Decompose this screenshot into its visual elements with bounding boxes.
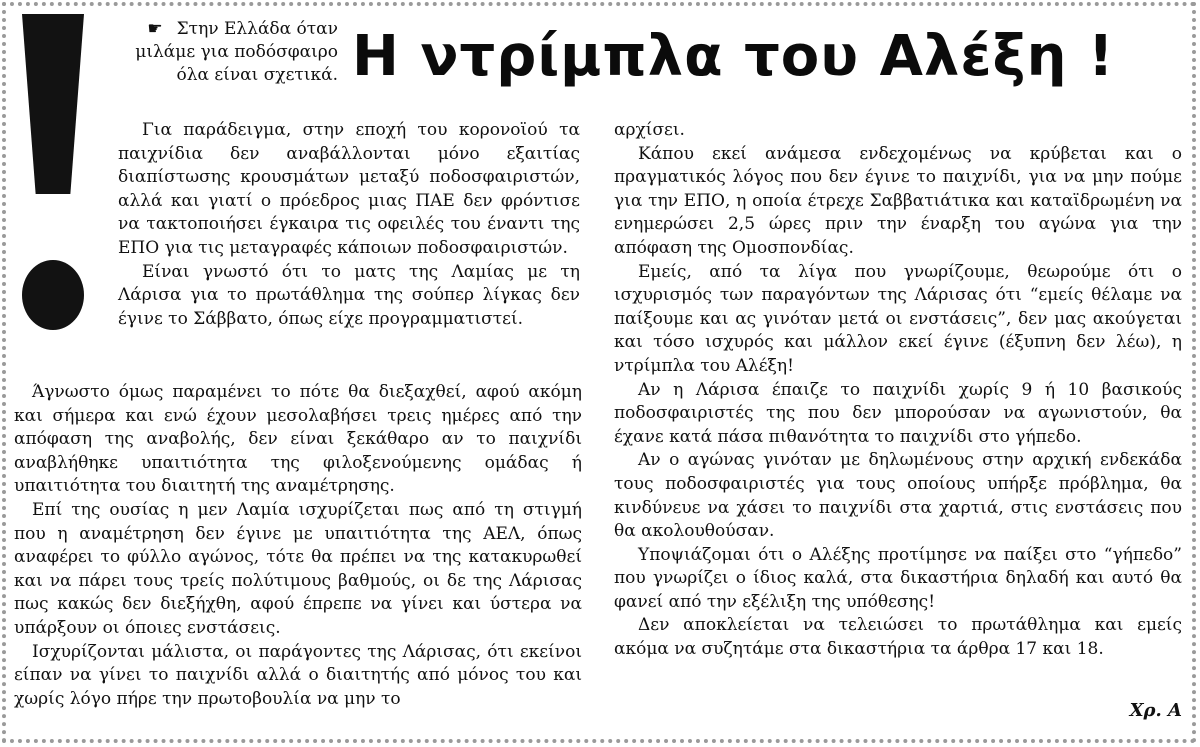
pointing-hand-icon: ☛ — [147, 19, 163, 39]
right-column — [614, 119, 1182, 662]
paragraph: Ισχυρίζονται μάλιστα, οι παράγοντες της Λάρισας, ότι εκείνοι είπαν να γίνει το παιχνίδι αλλά ο διαιτητής από μόνος του και χωρίς λόγο πήρε την πρωτοβουλία να μην το — [14, 641, 582, 709]
paragraph: Άγνωστο όμως παραμένει το πότε θα διεξαχθεί, αφού ακόμη και σήμερα και ενώ έχουν μεσολαβήσει τρεις ημέρες από την απόφαση της αναβολής, δεν είναι ξεκάθαρο αν το παιχνίδι αναβλήθηκε υπαιτιότητα της φιλοξενούμενης ομάδας ή υπαιτιότητα του διαιτητή της αναμέτρησης. — [14, 382, 582, 497]
author-signature: Χρ. Α — [1129, 700, 1182, 721]
paragraph: Αν ο αγώνας γινόταν με δηλωμένους στην αρχική ενδεκάδα τους ποδοσφαιριστές για τους οποίους υπήρξε πρόβλημα, θα κινδύνευε να χάσει το παιχνίδι στα χαρτιά, στις ενστάσεις που θα ακολουθούσαν. — [614, 450, 1182, 542]
exclamation-mark-dot — [22, 260, 84, 330]
paragraph: Επί της ουσίας η μεν Λαμία ισχυρίζεται πως από τη στιγμή που η αναμέτρηση δεν έγινε με υπαιτιότητα της ΑΕΛ, όπως αναφέρει το φύλλο αγώνος, τότε θα πρέπει να της κατακυρωθεί και να πάρει τους τρείς πολύτιμους βαθμούς, οι δε της Λάρισας πως κακώς δεν διεξήχθη, αφού έπρεπε να γίνει και ύστερα να υπάρξουν οι όποιες ενστάσεις. — [14, 499, 582, 638]
left-column-top — [118, 119, 580, 331]
paragraph: Δεν αποκλείεται να τελειώσει το πρωτάθλημα και εμείς ακόμα να συζητάμε στα δικαστήρια τα άρθρα 17 και 18. — [614, 615, 1182, 660]
headline: Η ντρίμπλα του Αλέξη ! — [352, 24, 1115, 89]
paragraph: Αν η Λάρισα έπαιζε το παιχνίδι χωρίς 9 ή 10 βασικούς ποδοσφαιριστές της που δεν μπορούσαν να αγωνιστούν, θα έχανε κατά πάσα πιθανότητα το παιχνίδι στο γήπεδο. — [614, 379, 1182, 447]
paragraph: Για παράδειγμα, στην εποχή του κορονοϊού τα παιχνίδια δεν αναβάλλονται μόνο εξαιτίας διαπίστωσης κρουσμάτων μεταξύ ποδοσφαιριστών, αλλά και γιατί ο πρόεδρος μιας ΠΑΕ δεν φρόντισε να τακτοποιήσει έγκαιρα τις οφειλές του έναντι της ΕΠΟ για τις μεταγραφές κάποιων ποδοσφαιριστών. — [118, 120, 580, 258]
intro-paragraph — [118, 18, 338, 87]
paragraph: Εμείς, από τα λίγα που γνωρίζουμε, θεωρούμε ότι ο ισχυρισμός των παραγόντων της Λάρισας ότι “εμείς θέλαμε να παίξουμε και ας γινόταν μετά οι ενστάσεις”, δεν μας ακούγεται και τόσο ισχυρός και μάλλον εκεί έγινε (έξυπνη δεν λέω), η ντρίμπλα του Αλέξη! — [614, 261, 1182, 376]
continuation-line: αρχίσει. — [614, 120, 685, 140]
paragraph: Υποψιάζομαι ότι ο Αλέξης προτίμησε να παίξει στο “γήπεδο” που γνωρίζει ο ίδιος καλά, στα δικαστήρια δηλαδή και αυτό θα φανεί από την εξέλιξη της υπόθεσης! — [614, 544, 1182, 612]
paragraph: Είναι γνωστό ότι το ματς της Λαμίας με τη Λάρισα για το πρωτάθλημα της σούπερ λίγκας δεν έγινε το Σάββατο, όπως είχε προγραμματιστεί. — [118, 261, 580, 329]
left-column-bottom — [14, 381, 582, 711]
intro-text: Στην Ελλάδα όταν μιλάμε για ποδόσφαιρο όλα είναι σχετικά. — [135, 19, 338, 85]
paragraph: Κάπου εκεί ανάμεσα ενδεχομένως να κρύβεται και ο πραγματικός λόγος που δεν έγινε το παιχνίδι, για να μην πούμε για την ΕΠΟ, η οποία έτρεχε Σαββατιάτικα και καταϊδρωμένη να ενημερώσει 2,5 ώρες πριν την έναρξη του αγώνα για την απόφαση της Ομοσπονδίας. — [614, 143, 1182, 258]
